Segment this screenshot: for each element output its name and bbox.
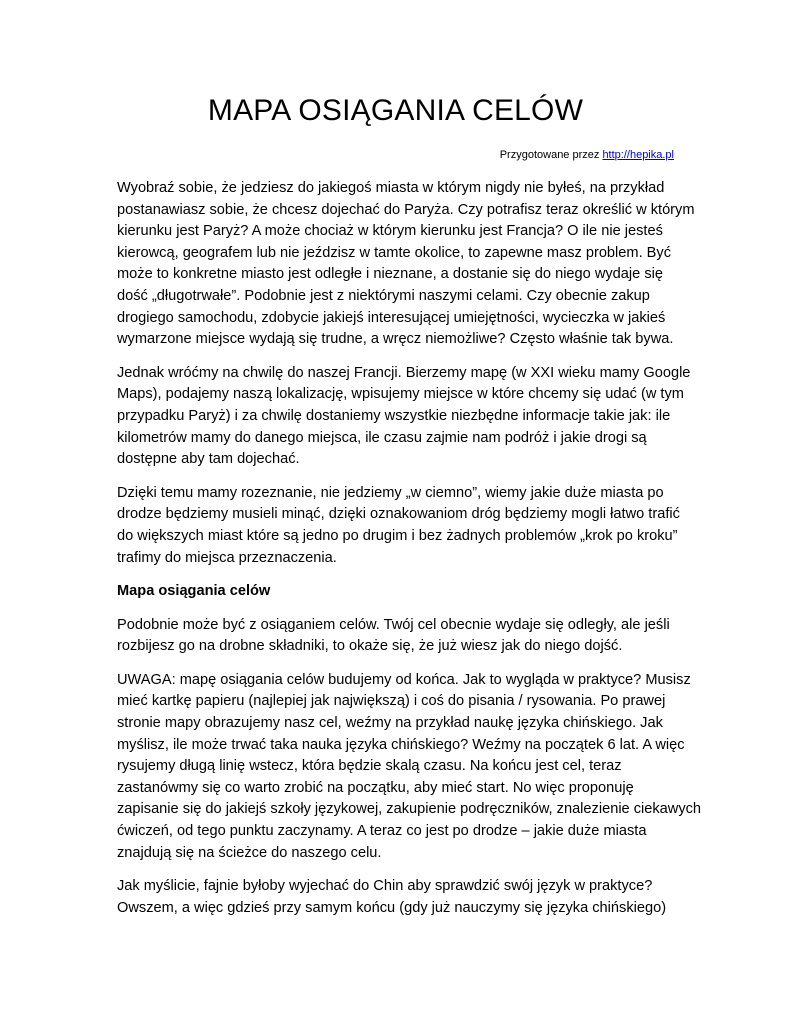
text-line: Dzięki temu mamy rozeznanie, nie jedziemy „w ciemno”, wiemy jakie duże miasta po [117, 484, 664, 501]
text-line: Jak myślicie, fajnie byłoby wyjechać do Chin aby sprawdzić swój język w praktyce? [117, 878, 653, 895]
credit-line [500, 148, 674, 162]
text-line: Podobnie może być z osiąganiem celów. Twój cel obecnie wydaje się odległy, ale jeśli [117, 616, 670, 633]
text-line: drodze będziemy musieli minąć, dzięki oznakowaniom dróg będziemy mogli łatwo trafić [117, 506, 680, 523]
text-line: postanawiasz sobie, że chcesz dojechać do Paryża. Czy potrafisz teraz określić w którym [117, 201, 695, 218]
text-line: Wyobraź sobie, że jedziesz do jakiegoś miasta w którym nigdy nie byłeś, na przykład [117, 180, 665, 196]
text-line: myślisz, ile może trwać taka nauka języka chińskiego? Weźmy na początek 6 lat. A więc [117, 736, 685, 753]
text-line: rozbijesz go na drobne składniki, to okaże się, że już wiesz jak do niego dojść. [117, 638, 623, 655]
paragraph-france [117, 363, 691, 471]
text-line: wymarzone miejsce wydają się trudne, a wręcz niemożliwe? Często właśnie tak bywa. [117, 331, 674, 348]
paragraph-china [117, 876, 682, 919]
paragraph-goals [117, 615, 682, 658]
text-line: rysujemy długą linię wstecz, która będzie skalą czasu. Na końcu jest cel, teraz [117, 758, 622, 775]
text-line: stronie mapy obrazujemy nasz cel, weźmy na przykład naukę języka chińskiego. Jak [117, 715, 663, 732]
paragraph-warning [117, 670, 702, 864]
text-line: przypadku Paryż) i za chwilę dostaniemy wszystkie niezbędne informacje takie jak: ile [117, 407, 671, 424]
text-line: drogiego samochodu, zdobycie jakiejś interesującej umiejętności, wycieczka w jakieś [117, 309, 666, 326]
text-line: kilometrów mamy do danego miejsca, ile czasu zajmie nam podróż i jakie drogi są [117, 429, 647, 446]
text-line: do większych miast które są jedno po drugim i bez żadnych problemów „krok po kroku” [117, 527, 678, 544]
paragraph-intro [117, 178, 695, 351]
text-line: Maps), podajemy naszą lokalizację, wpisujemy miejsce w które chcemy się udać (w tym [117, 386, 684, 403]
text-line: dość „długotrwałe”. Podobnie jest z niektórymi naszymi celami. Czy obecnie zakup [117, 287, 650, 304]
document-title: MAPA OSIĄGANIA CELÓW [207, 94, 584, 127]
text-line: zastanówmy się co warto zrobić na początku, aby mieć start. No więc proponuję [117, 779, 634, 796]
text-line: Jednak wróćmy na chwilę do naszej Francji. Bierzemy mapę (w XXI wieku mamy Google [117, 364, 691, 381]
credit-prefix: Przygotowane przez [499, 149, 603, 161]
text-line: kierowcą, geografem lub nie jeździsz w tamte okolice, to zapewne masz problem. Być [117, 244, 671, 261]
text-line: mieć kartkę papieru (najlepiej jak największą) i coś do pisania / rysowania. Po prawej [117, 693, 666, 710]
credit-link[interactable]: http://hepika.pl [602, 149, 674, 161]
text-line: może to konkretne miasto jest odległe i nieznane, a dostanie się do niego wydaje się [117, 266, 663, 283]
section-heading: Mapa osiągania celów [117, 583, 271, 600]
text-line: ćwiczeń, od tego punktu zaczynamy. A teraz co jest po drodze – jakie duże miasta [117, 823, 647, 840]
text-line: znajdują się na ścieżce do naszego celu. [117, 844, 382, 861]
text-line: kierunku jest Paryż? A może chociaż w którym kierunku jest Francja? O ile nie jesteś [117, 223, 663, 240]
paragraph-orientation [117, 483, 682, 569]
document-body [117, 178, 702, 931]
text-line: Owszem, a więc gdzieś przy samym końcu (gdy już nauczymy się języka chińskiego) [117, 899, 667, 916]
text-line: dostępne aby tam dojechać. [117, 451, 300, 468]
text-line: UWAGA: mapę osiągania celów budujemy od końca. Jak to wygląda w praktyce? Musisz [117, 671, 691, 688]
text-line: trafimy do miejsca przeznaczenia. [117, 549, 337, 566]
text-line: zapisanie się do jakiejś szkoły językowej, zakupienie podręczników, znalezienie ciekawych [117, 801, 702, 818]
